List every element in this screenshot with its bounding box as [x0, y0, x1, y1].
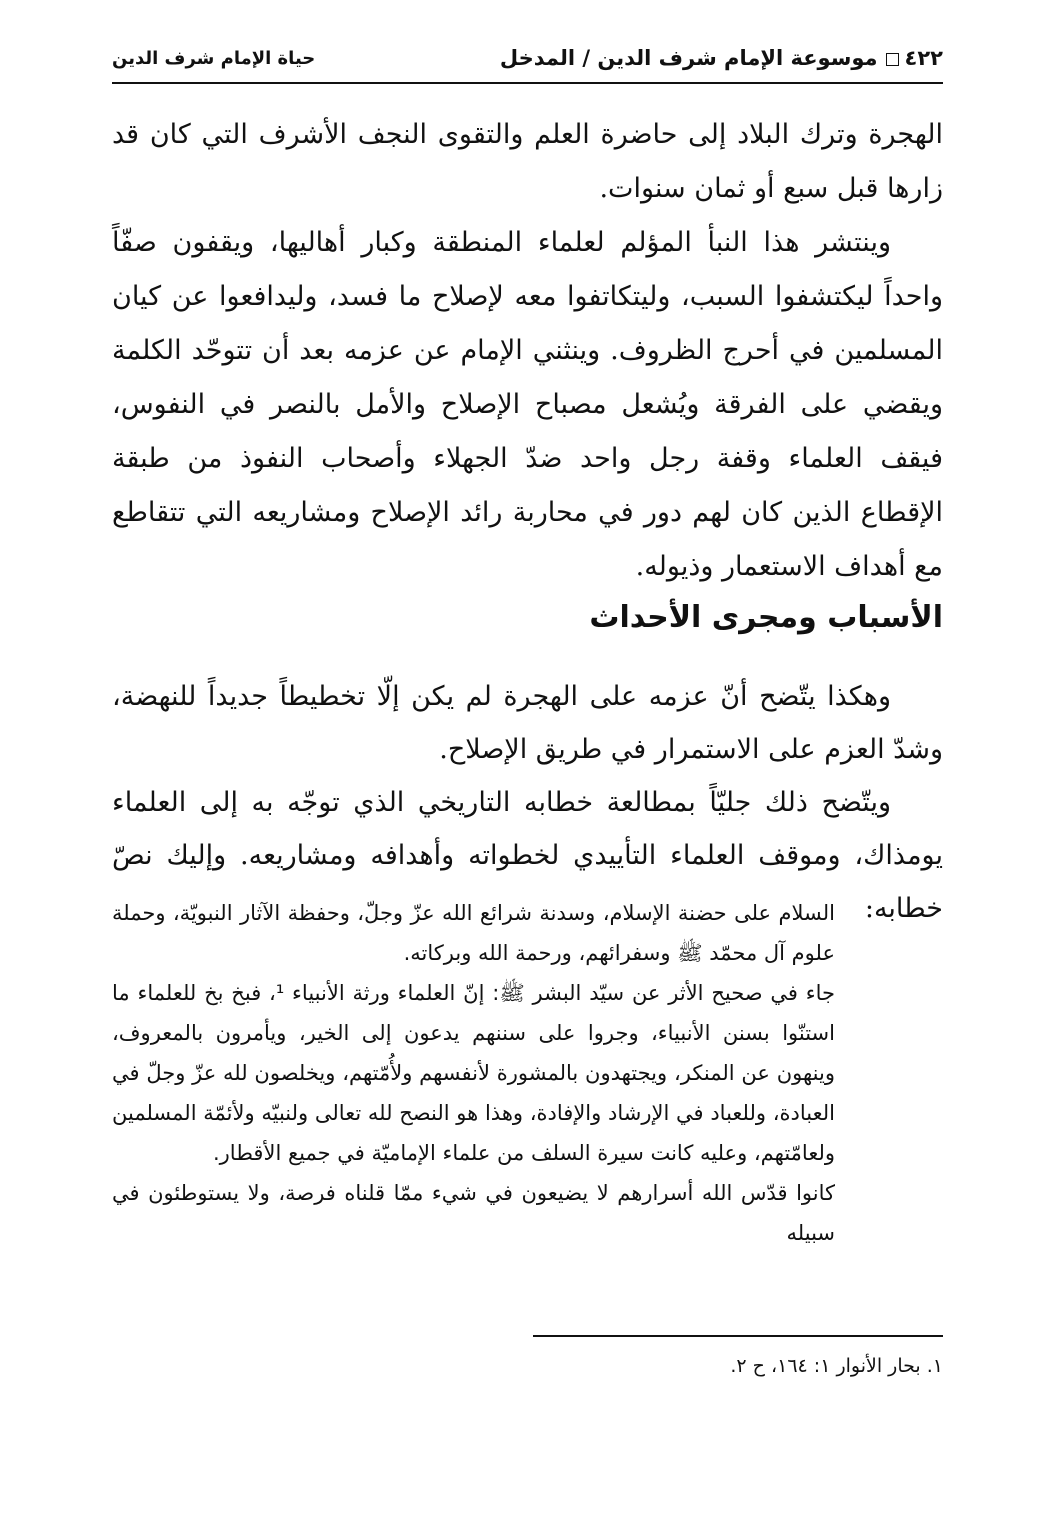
paragraph: وينتشر هذا النبأ المؤلم لعلماء المنطقة وكبار أهاليها، ويقفون صفّاً واحداً ليكتشفوا السبب، وليتكاتفوا معه لإصلاح ما فسد، وليدافعوا عن كيان المسلمين في أحرج الظروف. وينثني الإمام عن عزمه بعد أن تتوحّد الكلمة ويقضي على الفرقة ويُشعل مصباح الإصلاح والأمل بالنصر في النفوس، فيقف العلماء وقفة رجل واحد ضدّ الجهلاء وأصحاب النفوذ من طبقة الإقطاع الذين كان لهم دور في محاربة رائد الإصلاح ومشاريعه التي تتقاطع مع أهداف الاستعمار وذيوله. [112, 227, 943, 582]
quote-paragraph: جاء في صحيح الأثر عن سيّد البشر ﷺ: إنّ العلماء ورثة الأنبياء ¹، فبخ بخ للعلماء ما استنّوا بسنن الأنبياء، وجروا على سننهم يدعون إلى الخير، ويأمرون بالمعروف، وينهون عن المنكر، ويجتهدون بالمشورة لأنفسهم ولأُمّتهم، ويخلصون لله عزّ وجلّ في العبادة، وللعباد في الإرشاد والإفادة، وهذا هو النصح لله تعالى ولنبيّه ولأئمّة المسلمين ولعامّتهم، وعليه كانت سيرة السلف من علماء الإماميّة في جميع الأقطار. [112, 981, 835, 1165]
intro-text [112, 108, 943, 594]
footnote: ١. بحار الأنوار ١: ١٦٤، ح ٢. [730, 1355, 943, 1377]
section-title: حياة الإمام شرف الدين [112, 48, 316, 69]
footnote-divider [533, 1335, 943, 1337]
separator-square-icon [886, 53, 899, 66]
quote-paragraph: السلام على حضنة الإسلام، وسدنة شرائع الله عزّ وجلّ، وحفظة الآثار النبويّة، وحملة علوم آل محمّد ﷺ وسفرائهم، ورحمة الله وبركاته. [112, 901, 835, 965]
quote-paragraph: كانوا قدّس الله أسرارهم لا يضيعون في شيء ممّا قلناه فرصة، ولا يستوطئون في سبيله [112, 1181, 835, 1245]
speech-quote [112, 893, 835, 1253]
running-header [112, 42, 943, 84]
page-number: ٤٢٢ [904, 46, 943, 70]
header-right [500, 46, 943, 70]
paragraph: وهكذا يتّضح أنّ عزمه على الهجرة لم يكن إلّا تخطيطاً جديداً للنهضة، وشدّ العزم على الاستمرار في طريق الإصلاح. [112, 681, 943, 765]
paragraph: الهجرة وترك البلاد إلى حاضرة العلم والتقوى النجف الأشرف التي كان قد زارها قبل سبع أو ثمان سنوات. [112, 119, 943, 204]
section-heading: الأسباب ومجرى الأحداث [589, 600, 943, 635]
paragraph: ويتّضح ذلك جليّاً بمطالعة خطابه التاريخي الذي توجّه به إلى العلماء يومذاك، وموقف العلماء التأييدي لخطواته وأهدافه ومشاريعه. وإليك نصّ خطابه: [112, 787, 943, 924]
book-title: موسوعة الإمام شرف الدين / المدخل [499, 46, 878, 70]
